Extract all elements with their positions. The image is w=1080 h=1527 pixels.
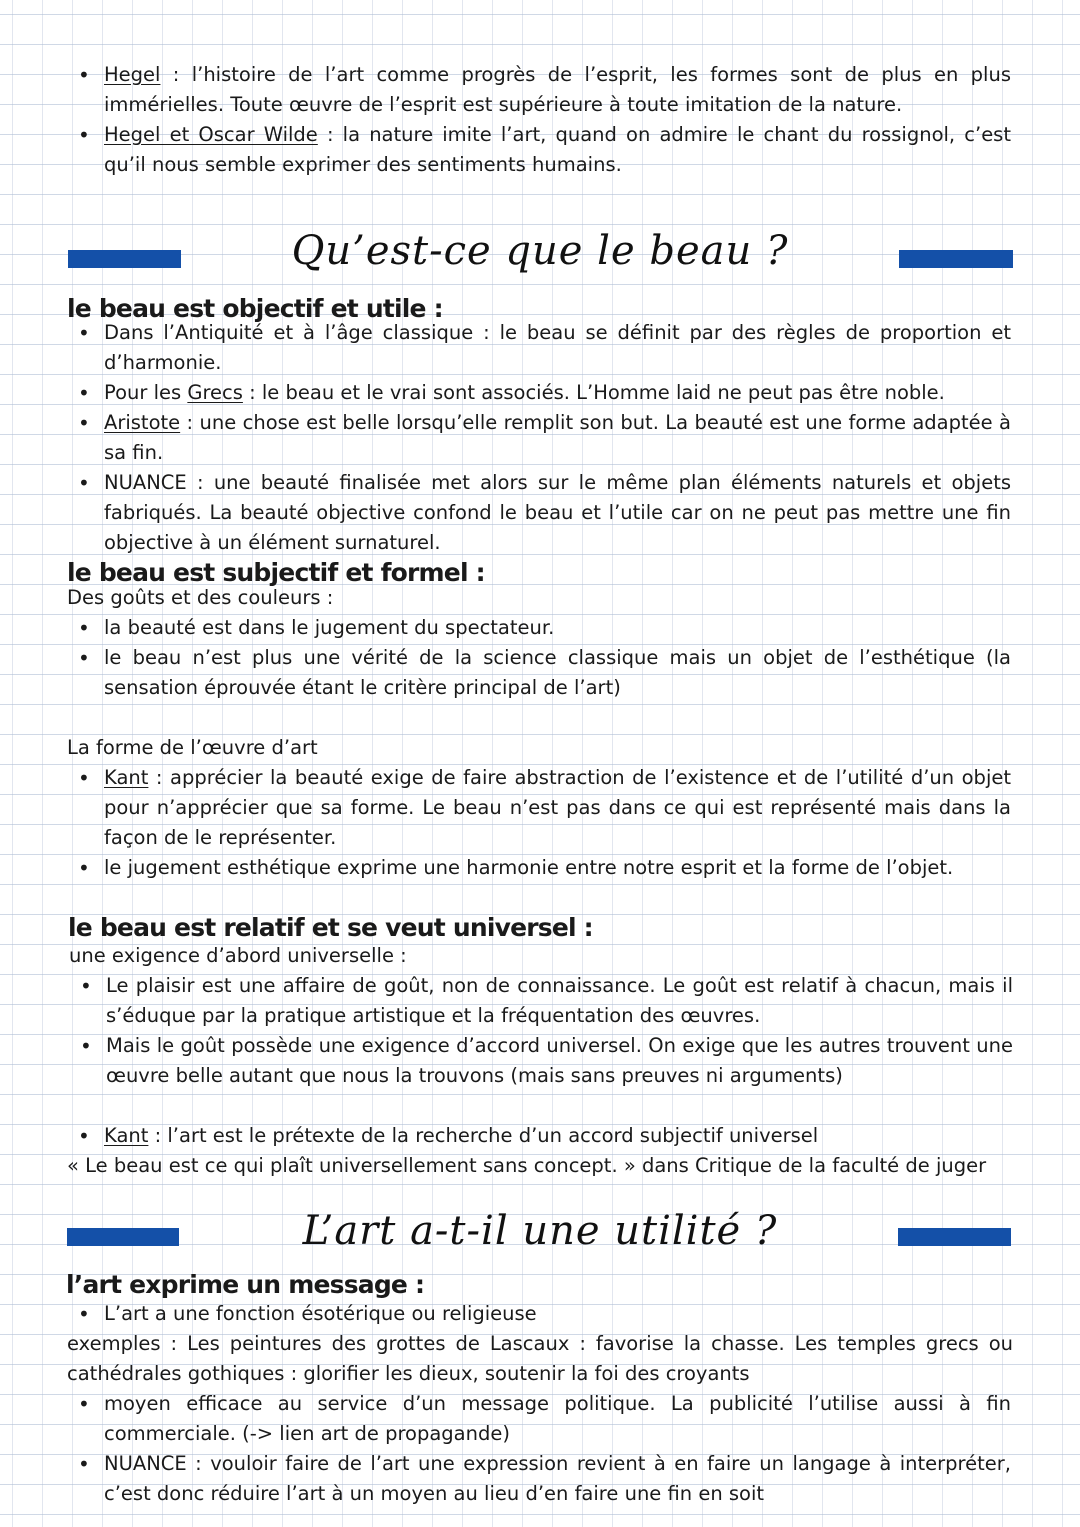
paragraph: exemples : Les peintures des grottes de Lascaux : favorise la chasse. Les temples grecs ou cathédrales gothiques : glorifier les dieux, soutenir la foi des croyants (67, 1332, 1013, 1385)
section-bar-left (68, 250, 181, 268)
subheading: l’art exprime un message : (66, 1270, 425, 1299)
list-item-text: : la nature imite l’art, quand on admire le chant du rossignol, c’est qu’il nous semble exprimer des sentiments humains. (104, 123, 1011, 176)
quote: « Le beau est ce qui plaît universellement sans concept. » dans Critique de la faculté de juger (67, 1154, 987, 1177)
list-item: • Le plaisir est une affaire de goût, non de connaissance. Le goût est relatif à chacun, mais il s’éduque par la pratique artistique et la fréquentation des œuvres. (106, 971, 1013, 1031)
subheading: le beau est objectif et utile : (67, 294, 443, 323)
list-item-text: : une chose est belle lorsqu’elle remplit son but. La beauté est une forme adaptée à sa fin. (104, 411, 1011, 464)
list-item-text: : l’histoire de l’art comme progrès de l’esprit, les formes sont de plus en plus immérielles. Toute œuvre de l’esprit est supérieure à toute imitation de la nature. (104, 63, 1011, 116)
list-item (104, 60, 1011, 120)
author-hegel-wilde: Hegel et Oscar Wilde (104, 123, 318, 146)
list-item-text: : l’art est le prétexte de la recherche d’un accord subjectif universel (148, 1124, 819, 1147)
author-aristote: Aristote (104, 411, 181, 434)
section-title: Qu’est-ce que le beau ? (291, 228, 789, 274)
list-item (104, 378, 1011, 408)
list-item: • le jugement esthétique exprime une harmonie entre notre esprit et la forme de l’objet. (104, 853, 1011, 883)
paragraph: une exigence d’abord universelle : (69, 944, 407, 967)
list-item (104, 408, 1011, 468)
list-item: • la beauté est dans le jugement du spectateur. (104, 613, 1011, 643)
section-bar-left (67, 1228, 179, 1246)
list-item (104, 1121, 1004, 1151)
subheading: le beau est subjectif et formel : (67, 558, 485, 587)
author-kant: Kant (104, 766, 149, 789)
list-item: • Mais le goût possède une exigence d’accord universel. On exige que les autres trouvent une œuvre belle autant que nous la trouvons (mais sans preuves ni arguments) (106, 1031, 1013, 1091)
list-item: • le beau n’est plus une vérité de la science classique mais un objet de l’esthétique (la sensation éprouvée étant le critère principal de l’art) (104, 643, 1011, 703)
subheading: le beau est relatif et se veut universel : (68, 913, 593, 942)
list-item (104, 120, 1011, 180)
list-item: • NUANCE : une beauté finalisée met alors sur le même plan éléments naturels et objets fabriqués. La beauté objective confond le beau et l’utile car on ne peut pas mettre une fin objective à un élément surnaturel. (104, 468, 1011, 558)
author-kant: Kant (104, 1124, 149, 1147)
paragraph: Des goûts et des couleurs : (67, 586, 334, 609)
list-item: • moyen efficace au service d’un message politique. La publicité l’utilise aussi à fin commerciale. (-> lien art de propagande) (104, 1389, 1011, 1449)
section-title: L’art a-t-il une utilité ? (302, 1208, 778, 1254)
list-item: • Dans l’Antiquité et à l’âge classique : le beau se définit par des règles de proportion et d’harmonie. (104, 318, 1011, 378)
paragraph: La forme de l’œuvre d’art (67, 736, 318, 759)
list-item-text: : apprécier la beauté exige de faire abstraction de l’existence et de l’utilité d’un objet pour n’apprécier que sa forme. Le beau n’est pas dans ce qui est représenté mais dans la façon de le représenter. (104, 766, 1011, 849)
section-bar-right (898, 1228, 1011, 1246)
list-item-text: Pour les (104, 381, 188, 404)
list-item: • NUANCE : vouloir faire de l’art une expression revient à en faire un langage à interpréter, c’est donc réduire l’art à un moyen au lieu d’en faire une fin en soit (104, 1449, 1011, 1509)
section-bar-right (899, 250, 1013, 268)
keyword-grecs: Grecs (187, 381, 243, 404)
list-item (104, 763, 1011, 853)
list-item-text: : le beau et le vrai sont associés. L’Homme laid ne peut pas être noble. (242, 381, 945, 404)
list-item: • L’art a une fonction ésotérique ou religieuse (104, 1299, 1011, 1329)
author-hegel: Hegel (104, 63, 161, 86)
